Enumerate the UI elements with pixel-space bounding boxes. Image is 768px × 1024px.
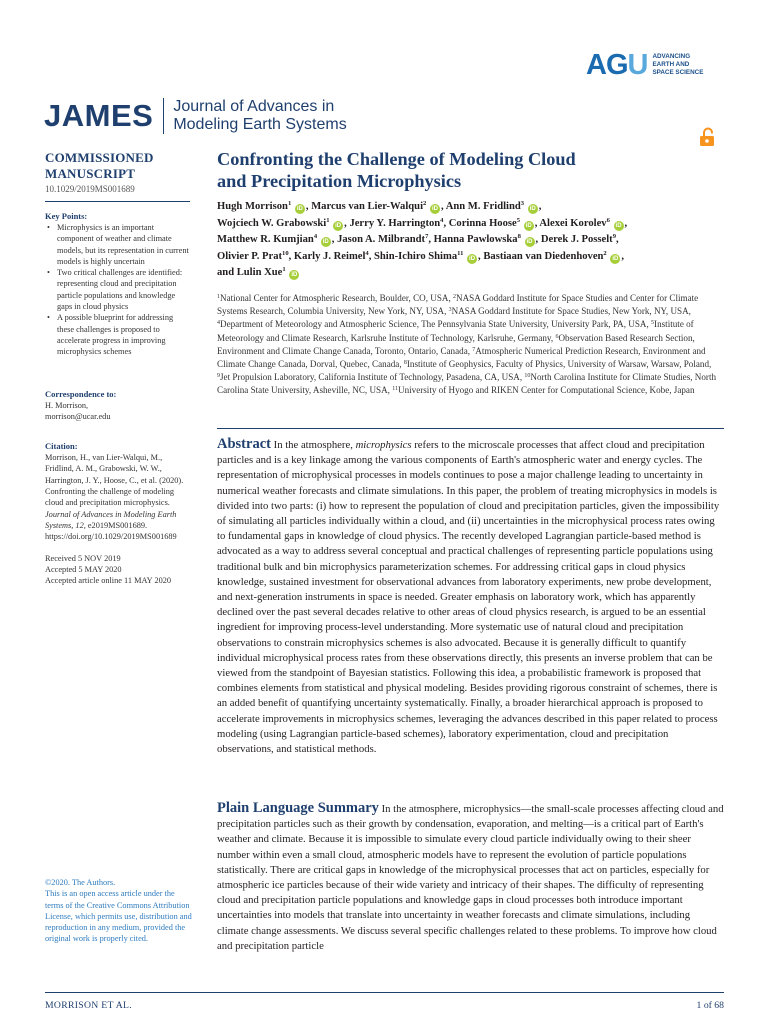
agu-logo-mark: AGU — [586, 49, 648, 81]
author: Olivier P. Prat$^{10}$, — [217, 249, 294, 262]
author: Corinna Hoose$^5$ iD , — [448, 216, 540, 229]
abstract: Abstract In the atmosphere, microphysics refers to the microscale processes that affect cloud and precipitation particles and is a key linkage among the various components of Earth's atmospheric water and energy cycles. The representation of microphysical processes in models continues to pose a major challenge leading to uncertainty in numerical weather forecasts and climate simulations. In this paper, the problem of treating microphysics in models is divided into two parts: (i) how to represent the population of cloud and precipitation particles, given the impossibility of simulating all particles individually within a cloud, and (ii) uncertainties in the microphysical process rates owing to fundamental gaps in knowledge of cloud physics. The recently developed Lagrangian particle-based method is advocated as a way to address several conceptual and practical challenges of representing particle populations using traditional bulk and bin microphysics parameterization schemes. For addressing critical gaps in cloud physics knowledge, sustained investment for observational advances from laboratory experiments, new probe development, and next-generation instruments in space is needed. Greater emphasis on laboratory work, which has apparently declined over the past several decades relative to other areas of cloud physics research, is argued to be an essential ingredient for improving process-level understanding. More systematic use of natural cloud and precipitation observations to constrain microphysics schemes is also advocated. Because it is generally difficult to quantify individual microphysical process rates from these observations directly, this presents an inverse problem that can be viewed from the standpoint of Bayesian statistics. Following this idea, a probabilistic framework is proposed that combines elements from statistical and physical modeling. Besides providing rigorous constraint of schemes, there is an added benefit of quantifying uncertainty systematically. Finally, a broader hierarchical approach is proposed to accelerate improvements in microphysics schemes, leveraging the advances described in this paper related to process modeling (using Lagrangian particle-based schemes), laboratory experimentation, cloud and precipitation observations, and statistical methods. — [217, 436, 720, 756]
author-name: Matthew R. Kumjian — [217, 234, 314, 246]
orcid-icon[interactable]: iD — [615, 222, 622, 229]
orcid-icon[interactable]: iD — [322, 239, 329, 246]
header-divider — [217, 428, 724, 429]
author-affiliation-ref: 1 — [287, 200, 292, 207]
author-name: Bastiaan van Diedenhoven — [483, 250, 604, 262]
author-name: Karly J. Reimel — [293, 250, 366, 262]
author-name: Hanna Pawlowska — [433, 234, 518, 246]
orcid-icon[interactable]: iD — [612, 255, 619, 262]
author: Alexei Korolev$^6$ iD , — [539, 216, 628, 229]
affiliation: $^1$National Center for Atmospheric Research, Boulder, CO, USA, — [217, 292, 453, 303]
author-affiliation-ref: 10 — [282, 249, 289, 257]
pls-heading: Plain Language Summary — [217, 800, 379, 816]
agu-tagline: ADVANCING EARTH AND SPACE SCIENCE — [652, 53, 704, 76]
author-name: Wojciech W. Grabowski — [217, 217, 327, 229]
author: Karly J. Reimel$^4$, — [293, 249, 375, 262]
key-point: • A possible blueprint for addressing these challenges is proposed to accelerate progress in improving microphysics schemes — [45, 312, 190, 357]
affiliation: $^6$Observation Based Research Section, Environment and Climate Change Canada, Toronto, Ontario, Canada, — [217, 332, 695, 356]
author: Shin-Ichiro Shima$^{11}$ iD , — [374, 249, 484, 262]
author-name: Shin-Ichiro Shima — [374, 250, 458, 262]
correspondence-heading: Correspondence to: — [45, 388, 117, 399]
article-header — [217, 148, 724, 398]
affiliation: $^2$NASA Goddard Institute for Space Studies and Center for Climate Systems Research, Columbia University, New York, NY, USA, — [217, 292, 699, 317]
author-affiliation-ref: 4 — [313, 233, 318, 241]
author-name: Jerry Y. Harrington — [349, 217, 441, 229]
journal-name: Journal of Advances in Modeling Earth Systems — [173, 98, 347, 133]
affiliation: $^9$Jet Propulsion Laboratory, California Institute of Technology, Pasadena, CA, USA, — [217, 372, 525, 383]
author: Jason A. Milbrandt$^7$, — [337, 233, 434, 246]
license-text[interactable]: This is an open access article under the terms of the Creative Commons Attribution License, which permits use, distribution and reproduction in any medium, provided the original work is properly cited. — [45, 889, 192, 944]
author: Matthew R. Kumjian$^4$ iD , — [217, 233, 338, 246]
accepted-date: Accepted 5 MAY 2020 — [45, 564, 122, 574]
agu-logo — [586, 50, 703, 80]
author-name: Ann M. Fridlind — [445, 201, 521, 212]
running-head: MORRISON ET AL. — [45, 1000, 132, 1011]
correspondence-email[interactable]: morrison@ucar.edu — [45, 411, 111, 421]
author-affiliation-ref: 4 — [440, 216, 444, 224]
author-affiliation-ref: 6 — [606, 216, 610, 224]
author-name: Olivier P. Prat — [217, 250, 283, 262]
author — [217, 267, 300, 278]
affiliation: $^8$Institute of Geophysics, Faculty of Physics, University of Warsaw, Warsaw, Poland, — [403, 358, 712, 369]
author-list — [217, 199, 724, 282]
author: Jerry Y. Harrington$^4$, — [349, 216, 449, 229]
author-name: Derek J. Posselt — [540, 234, 613, 246]
author-name: and Lulin Xue — [217, 267, 283, 279]
accepted-online-date: Accepted article online 11 MAY 2020 — [45, 576, 172, 586]
author-affiliation-ref: 9 — [612, 233, 616, 241]
received-date: Received 5 NOV 2019 — [45, 553, 121, 563]
affiliation: $^{11}$University of Hyogo and RIKEN Center for Computational Science, Kobe, Japan — [392, 385, 695, 396]
affiliation: $^5$Institute of Meteorology and Climate Research, Karlsruhe Institute of Technology, Karlsruhe, Germany, — [217, 319, 694, 343]
citation-heading: Citation: — [45, 441, 78, 452]
journal-masthead — [44, 96, 347, 136]
author: Bastiaan van Diedenhoven$^2$ iD , — [483, 249, 625, 262]
key-point: • Microphysics is an important component of weather and climate models, but its representation in current models is highly uncertain — [45, 222, 190, 267]
author: Marcus van Lier-Walqui$^2$ iD , — [311, 200, 446, 212]
citation-text: Morrison, H., van Lier-Walqui, M., Fridlind, A. M., Grabowski, W. W., Harrington, J. Y., Hoose, C., et al. (2020). Confronting the challenge of modeling cloud and precipitation microphysics. Journal of Advances in Modeling Earth Systems, 12, e2019MS001689. https://doi.org/10.1029/2019MS001689 — [45, 453, 184, 542]
author-affiliation-ref: 3 — [520, 200, 525, 207]
orcid-icon[interactable]: iD — [469, 255, 476, 262]
plain-language-summary — [217, 801, 724, 954]
affiliations — [217, 292, 724, 398]
author: Hugh Morrison$^1$ iD , — [217, 200, 312, 212]
license-note — [45, 877, 195, 945]
copyright: ©2020. The Authors. — [45, 878, 116, 887]
article-dates — [45, 553, 190, 587]
journal-wordmark: JAMES — [44, 98, 154, 133]
author-name: Marcus van Lier-Walqui — [311, 201, 424, 212]
affiliation: $^3$NASA Goddard Institute for Space Studies, New York, NY, USA, — [448, 306, 691, 317]
author-affiliation-ref: 5 — [516, 216, 521, 224]
author-name: Hugh Morrison — [217, 201, 288, 212]
open-access-icon — [699, 127, 717, 147]
article-title: Confronting the Challenge of Modeling Cloud and Precipitation Microphysics — [217, 149, 576, 191]
orcid-icon[interactable]: iD — [525, 222, 532, 229]
key-point: • Two critical challenges are identified: representing cloud and precipitation particle populations and knowledge gaps in cloud physics — [45, 267, 190, 312]
affiliation: $^4$Department of Meteorology and Atmospheric Science, The Pennsylvania State University, University Park, PA, USA, — [217, 319, 652, 330]
author: Hanna Pawlowska$^8$ iD , — [433, 233, 541, 246]
orcid-icon[interactable]: iD — [431, 206, 438, 212]
author-name: Corinna Hoose — [448, 217, 517, 229]
author-affiliation-ref: 2 — [603, 249, 607, 257]
author-affiliation-ref: 2 — [423, 200, 427, 207]
affiliation: $^7$Atmospheric Numerical Prediction Research, Environment and Climate Change Canada, Dorval, Quebec, Canada, — [217, 345, 706, 369]
page-number: 1 of 68 — [696, 1000, 724, 1011]
orcid-icon[interactable]: iD — [335, 222, 342, 229]
author: Wojciech W. Grabowski$^1$ iD , — [217, 216, 350, 229]
abstract-heading: Abstract — [217, 436, 271, 452]
key-points-heading: Key Points: — [45, 211, 88, 221]
author: Derek J. Posselt$^9$, — [540, 233, 619, 246]
article-doi[interactable]: 10.1029/2019MS001689 — [45, 184, 135, 194]
orcid-icon[interactable]: iD — [526, 239, 533, 246]
affiliation: $^{10}$North Carolina Institute for Climate Studies, North Carolina State University, Asheville, NC, USA, — [217, 372, 717, 396]
citation-doi-link[interactable]: e2019MS001689. https://doi.org/10.1029/2019MS001689 — [45, 520, 177, 542]
footer-divider — [45, 992, 724, 993]
article-type: COMMISSIONED MANUSCRIPT — [45, 150, 154, 181]
masthead-divider — [163, 98, 164, 134]
author: Ann M. Fridlind$^3$ iD , — [445, 200, 542, 212]
author-affiliation-ref: 4 — [365, 249, 369, 257]
author-affiliation-ref: 8 — [517, 233, 521, 241]
correspondence-name: H. Morrison, — [45, 400, 89, 410]
sidebar — [45, 150, 190, 586]
key-points-list — [45, 222, 190, 358]
pls-text: In the atmosphere, microphysics—the small-scale processes affecting cloud and precipitation particles such as their growth by condensation, evaporation, and melting—is a critical part of Earth's weather and climate. Because it is impossible to simulate every cloud particle individually owing to their sheer number within even a small cloud, atmospheric models have to represent the evolution of particle populations statistically. There are critical gaps in knowledge of the microphysical processes that act on particles, especially for atmospheric ice particles because of their wide variety and intricacy of their shapes. The difficulty of representing cloud and precipitation particle populations and knowledge gaps in cloud processes both introduce important uncertainties into models that translate into uncertainty in weather forecasts and climate simulations, including climate change assessments. We discuss several specific challenges related to these problems. To improve how cloud and precipitation particle — [217, 803, 724, 952]
orcid-icon[interactable]: iD — [529, 206, 536, 212]
author-name: Jason A. Milbrandt — [337, 234, 426, 246]
author-affiliation-ref: 1 — [282, 266, 286, 274]
author-affiliation-ref: 11 — [457, 249, 464, 257]
author-affiliation-ref: 7 — [425, 233, 429, 241]
orcid-icon[interactable]: iD — [296, 206, 303, 212]
sidebar-divider — [45, 201, 190, 202]
author-affiliation-ref: 1 — [326, 216, 330, 224]
orcid-icon[interactable]: iD — [291, 272, 298, 279]
author-name: Alexei Korolev — [539, 217, 607, 229]
